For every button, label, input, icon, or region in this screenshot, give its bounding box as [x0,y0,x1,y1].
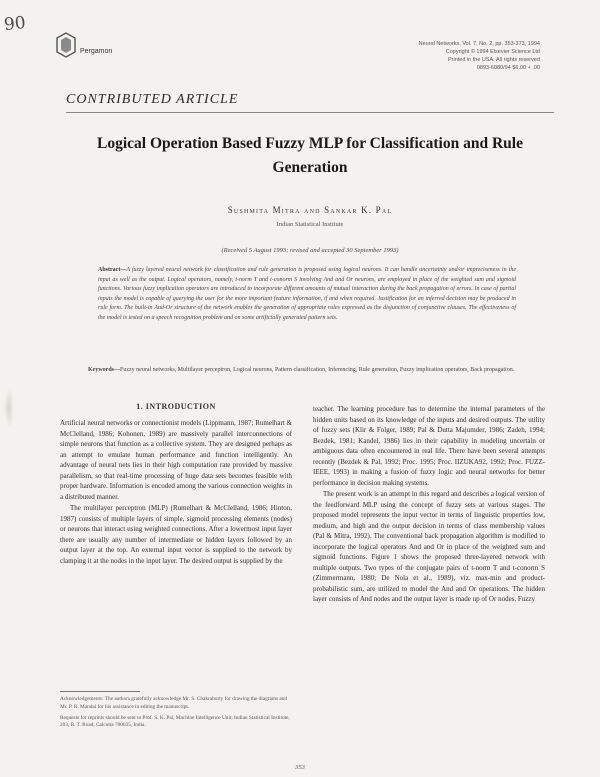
scan-smudge [4,388,14,428]
paper-title: Logical Operation Based Fuzzy MLP for Classification and Rule Generation [97,135,523,176]
keywords [88,366,524,376]
publisher-name: Pergamon [80,48,113,55]
journal-info-line: Printed in the USA. All rights reserved [447,57,540,63]
received-dates: (Received 5 August 1993; revised and accepted 30 September 1993) [221,247,399,254]
footnote: Acknowledgements: The authors gratefully acknowledge Mr. S. Chakraborty for drawing the diagrams and Mr. P. R. Mandal for his assistance in editing the manuscript. [60,696,288,710]
body-paragraph: The multilayer perceptron (MLP) (Rumelhart & McClelland, 1986; Hinton, 1987) consists of multiple layers of simple, sigmoid processing elements (nodes) or neurons that interact using weighted connections. After a lowermost input layer there are usually any number of intermediate or hidden layers followed by an output layer at the top. An external input vector is supplied to the network by clamping it at the nodes in the input layer. The desired output is supplied by the [60,504,292,565]
publisher-logo-icon [54,32,78,58]
footnotes [60,696,292,733]
handwritten-margin-note: 90 [3,12,27,36]
section-heading-introduction: 1. INTRODUCTION [136,402,216,411]
body-paragraph: The present work is an attempt in this regard and describes a logical version of the feedforward MLP using the concept of fuzzy sets at various stages. The proposed model represents the input vector in terms of linguistic properties low, medium, and high and the output decision in terms of class membership values (Pal & Mitra, 1992). The conventional back propagation algorithm is modified to incorporate the logical operators And and Or in place of the weighted sum and sigmoid functions. Figure 1 shows the proposed three-layered network with multiple outputs. Two types of the conjugate pairs of t-norm T and t-conorm S (Zimmermann, 1980; De Nola et al., 1989), viz. max-min and product-probabilistic sum, are utilized to model the And and Or operations. The hidden layer consists of And nodes and the output layer is made up of Or nodes. Fuzzy [313,490,545,603]
header-divider [66,112,554,113]
right-column [313,404,545,606]
left-column [60,418,292,567]
journal-info-line: 0893-6080/94 $6.00 + .00 [476,65,540,71]
body-paragraph: Artificial neural networks or connectionist models (Lippmann, 1987; Rumelhart & McClelland, 1986; Kohonen, 1989) are massively parallel interconnections of simple neurons that function as a collective system. They are designed perhaps as an attempt to emulate human performance and function intelligently. An advantage of neural nets lies in their high computation rate provided by massive parallelism, so that real-time processing of huge data sets becomes feasible with proper hardware. Information is encoded among the various connection weights in a distributed manner. [60,419,292,501]
author-affiliation: Indian Statistical Institute [276,221,344,228]
footnote: Requests for reprints should be sent to Prof. S. K. Pal, Machine Intelligence Unit, Indian Statistical Institute, 203, B. T. Road, Calcutta 700035, India. [60,714,290,729]
journal-info-line: Neural Networks, Vol. 7, No. 2, pp. 353-373, 1994 [418,41,540,47]
article-type: CONTRIBUTED ARTICLE [66,92,239,107]
page-number: 353 [295,764,305,771]
abstract-label: Abstract— [98,267,127,273]
journal-info-line: Copyright © 1994 Elsevier Science Ltd [445,49,540,55]
keywords-text: Fuzzy neural networks, Multilayer perceptron, Logical neurons, Pattern classification, Inferencing, Rule generation, Fuzzy implication operators, Back propagation. [120,367,515,373]
abstract [98,266,516,324]
paper-authors: Sushmita Mitra and Sankar K. Pal [227,205,393,215]
body-paragraph: teacher. The learning procedure has to determine the internal parameters of the hidden units based on its knowledge of the inputs and desired outputs. The utility of fuzzy sets (Klir & Folger, 1989; Pal & Dutta Majumder, 1986; Zadeh, 1994; Bezdek, 1981; Kandel, 1986) lies in their capability in modeling uncertain or ambiguous data often encountered in real life. There have been several attempts recently (Bezdek & Pal, 1992; Proc. 1995; Proc. IIZUKA92, 1992; Proc. FUZZ-IEEE, 1993) in making a fusion of fuzzy logic and neural networks for better performance in decision making systems. [313,405,545,487]
abstract-text: A fuzzy layered neural network for classification and rule generation is proposed using logical neurons. It can handle uncertainty and/or impreciseness in the input as well as the output. Logical operators, namely, t-norm T and t-conorm S involving And and Or neurons, are employed in place of the weighted sum and sigmoid functions. Various fuzzy implication operators are introduced to incorporate different amounts of mutual interaction during the back propagation of errors. In case of partial inputs the model is capable of querying the user for the more important feature information, if and when required. Justification for an inferred decision may be produced in rule form. The built-in And-Or structure of the network enables the generation of appropriate rules expressed as the disjunction of conjunctive clauses. The effectiveness of the model is tested on a speech recognition problem and on some artificially generated pattern sets. [98,267,516,321]
footnote-divider [60,691,140,692]
keywords-label: Keywords— [88,367,120,373]
journal-citation [340,40,540,72]
